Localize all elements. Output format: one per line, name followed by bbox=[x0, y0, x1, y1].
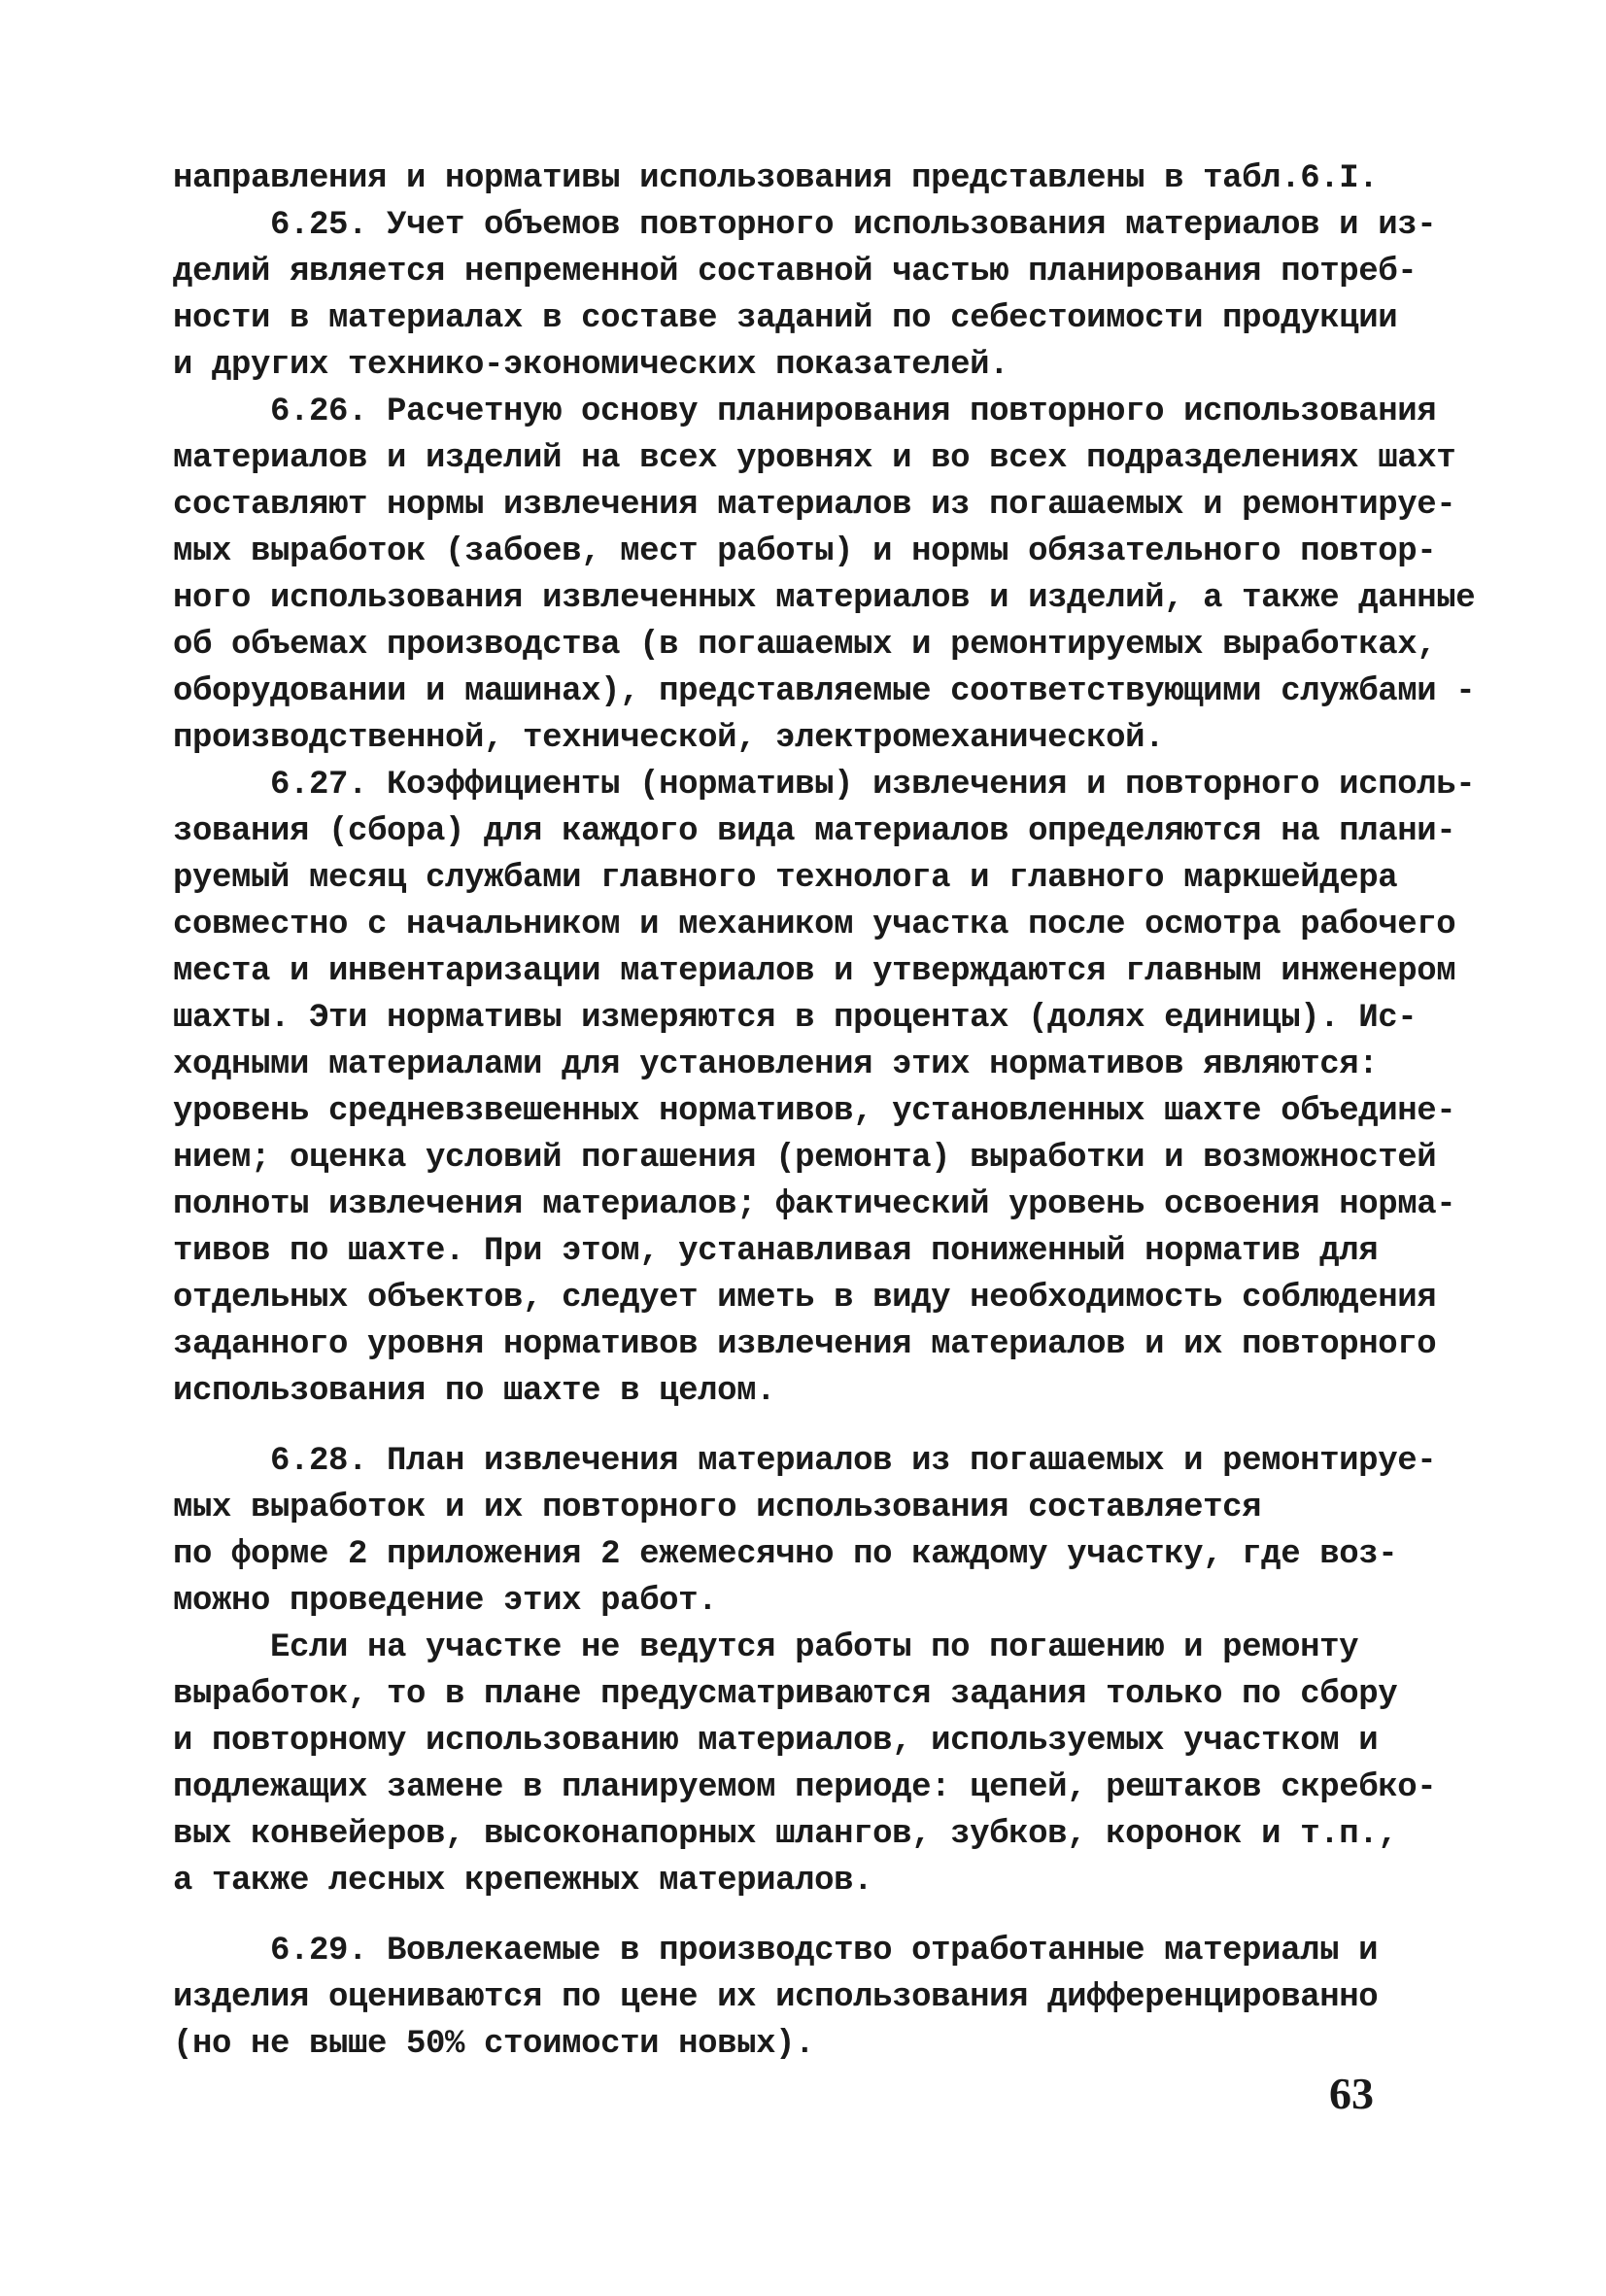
paragraph-gap bbox=[173, 1415, 1475, 1438]
text-line: составляют нормы извлечения материалов из погашаемых и ремонтируе- bbox=[173, 487, 1456, 524]
text-line: 6.26. Расчетную основу планирования повторного использования bbox=[270, 394, 1437, 430]
text-line: нием; оценка условий погашения (ремонта) выработки и возможностей bbox=[173, 1140, 1437, 1177]
text-line: (но не выше 50% стоимости новых). bbox=[173, 2026, 815, 2063]
text-line: и повторному использованию материалов, используемых участком и bbox=[173, 1723, 1379, 1760]
body-text bbox=[173, 155, 1475, 2068]
text-line: места и инвентаризации материалов и утверждаются главным инженером bbox=[173, 953, 1456, 990]
text-line: направления и нормативы использования представлены в табл.6.I. bbox=[173, 160, 1379, 197]
text-line: 6.25. Учет объемов повторного использования материалов и из- bbox=[270, 207, 1437, 244]
text-line: отдельных объектов, следует иметь в виду необходимость соблюдения bbox=[173, 1280, 1437, 1317]
text-line: и других технико-экономических показателей. bbox=[173, 347, 1009, 384]
text-line: вых конвейеров, высоконапорных шлангов, зубков, коронок и т.п., bbox=[173, 1816, 1398, 1853]
text-line: оборудовании и машинах), представляемые соответствующими службами - bbox=[173, 673, 1476, 710]
text-line: полноты извлечения материалов; фактический уровень освоения норма- bbox=[173, 1186, 1456, 1223]
page-number: 63 bbox=[1329, 2069, 1374, 2118]
paragraph-6-28 bbox=[173, 1438, 1475, 1625]
text-line: материалов и изделий на всех уровнях и во всех подразделениях шахт bbox=[173, 440, 1456, 477]
paragraph-6-29 bbox=[173, 1928, 1475, 2068]
text-line: ности в материалах в составе заданий по себестоимости продукции bbox=[173, 300, 1398, 337]
text-line: ходными материалами для установления этих нормативов являются: bbox=[173, 1046, 1379, 1083]
text-line: уровень средневзвешенных нормативов, установленных шахте объедине- bbox=[173, 1093, 1456, 1130]
paragraph-esli bbox=[173, 1625, 1475, 1904]
paragraph-6-25 bbox=[173, 202, 1475, 389]
text-line: совместно с начальником и механиком участка после осмотра рабочего bbox=[173, 907, 1456, 943]
text-line: использования по шахте в целом. bbox=[173, 1373, 776, 1410]
text-line: 6.29. Вовлекаемые в производство отработанные материалы и bbox=[270, 1933, 1379, 1970]
text-line: делий является непременной составной частью планирования потреб- bbox=[173, 254, 1418, 291]
text-line: об объемах производства (в погашаемых и ремонтируемых выработках, bbox=[173, 627, 1437, 664]
text-line: тивов по шахте. При этом, устанавливая пониженный норматив для bbox=[173, 1233, 1379, 1270]
text-line: зования (сбора) для каждого вида материалов определяются на плани- bbox=[173, 813, 1456, 850]
text-line: выработок, то в плане предусматриваются задания только по сбору bbox=[173, 1676, 1398, 1713]
text-line: мых выработок и их повторного использования составляется bbox=[173, 1490, 1262, 1526]
paragraph-gap bbox=[173, 1904, 1475, 1928]
text-line: шахты. Эти нормативы измеряются в процентах (долях единицы). Ис- bbox=[173, 1000, 1418, 1037]
text-line: Если на участке не ведутся работы по погашению и ремонту bbox=[270, 1629, 1359, 1666]
text-line: производственной, технической, электромеханической. bbox=[173, 720, 1165, 757]
text-line: по форме 2 приложения 2 ежемесячно по каждому участку, где воз- bbox=[173, 1536, 1398, 1573]
text-line: заданного уровня нормативов извлечения материалов и их повторного bbox=[173, 1326, 1437, 1363]
text-line: подлежащих замене в планируемом периоде: цепей, рештаков скребко- bbox=[173, 1769, 1437, 1806]
text-line: можно проведение этих работ. bbox=[173, 1583, 718, 1620]
paragraph-6-27 bbox=[173, 762, 1475, 1415]
text-line: 6.28. План извлечения материалов из погашаемых и ремонтируе- bbox=[270, 1443, 1437, 1480]
text-line: а также лесных крепежных материалов. bbox=[173, 1863, 873, 1900]
text-line: 6.27. Коэффициенты (нормативы) извлечения и повторного исполь- bbox=[270, 767, 1476, 804]
text-line: мых выработок (забоев, мест работы) и нормы обязательного повтор- bbox=[173, 533, 1437, 570]
text-line: ного использования извлеченных материалов и изделий, а также данные bbox=[173, 580, 1476, 617]
text-line: руемый месяц службами главного технолога и главного маркшейдера bbox=[173, 860, 1398, 897]
paragraph-6-26 bbox=[173, 389, 1475, 762]
paragraph-intro bbox=[173, 155, 1475, 202]
text-line: изделия оцениваются по цене их использования дифференцированно bbox=[173, 1979, 1379, 2016]
